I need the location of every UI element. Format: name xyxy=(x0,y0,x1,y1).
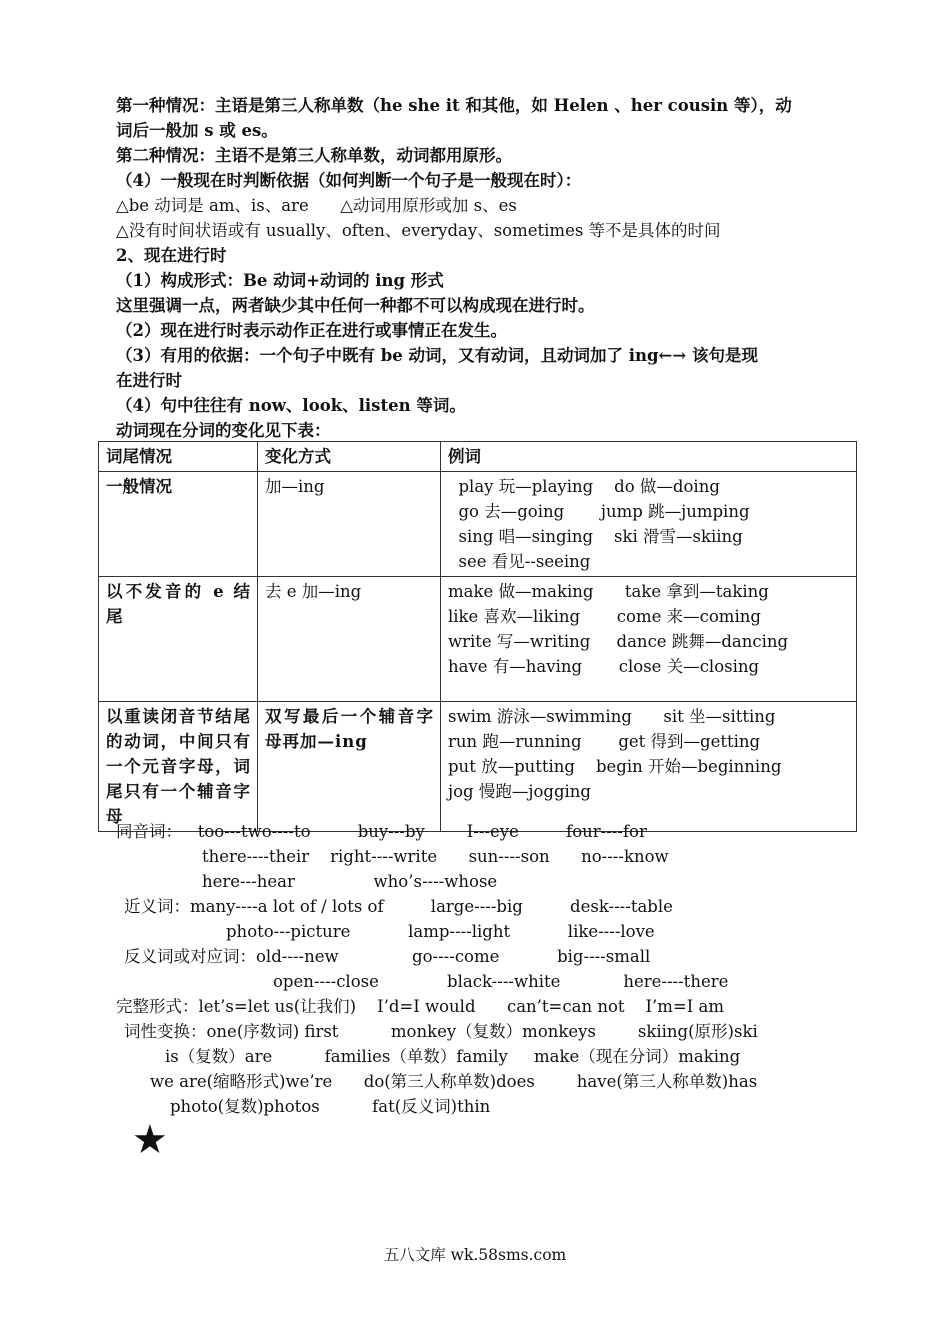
example-line: sing 唱—singing ski 滑雪—skiing xyxy=(448,527,743,546)
vocab-line: open----close black----white here----there xyxy=(273,972,729,991)
row-ending: 一般情况 xyxy=(99,472,258,577)
row-method: 加—ing xyxy=(258,472,441,577)
row-method: 去 e 加—ing xyxy=(258,577,441,702)
table-row xyxy=(99,577,857,702)
vocab-line: 同音词： too---two----to buy---by I---eye four----for xyxy=(116,822,647,841)
text-line: （2）现在进行时表示动作正在进行或事情正在发生。 xyxy=(116,321,507,340)
text-line: 动词现在分词的变化见下表： xyxy=(116,421,331,440)
text-line: （3）有用的依据：一个句子中既有 be 动词，又有动词，且动词加了 ing←→ 该句是现 xyxy=(116,346,758,365)
header-examples: 例词 xyxy=(441,442,857,472)
text-line: 2、现在进行时 xyxy=(116,246,227,265)
row-method: 双写最后一个辅音字母再加—ing xyxy=(258,702,441,832)
vocab-line: we are(缩略形式)we’re do(第三人称单数)does have(第三人称单数)has xyxy=(150,1072,758,1091)
example-line: like 喜欢—liking come 来—coming xyxy=(448,607,761,626)
example-line: run 跑—running get 得到—getting xyxy=(448,732,761,751)
text-line: 第二种情况：主语不是第三人称单数，动词都用原形。 xyxy=(116,146,512,165)
table-header-row xyxy=(99,442,857,472)
example-line: jog 慢跑—jogging xyxy=(448,782,591,801)
present-participle-table xyxy=(98,441,857,832)
vocab-line: 近义词：many----a lot of / lots of large----big desk----table xyxy=(124,897,673,916)
star-icon: ★ xyxy=(132,1117,168,1163)
vocab-line: photo---picture lamp----light like----love xyxy=(226,922,655,941)
row-ending: 以重读闭音节结尾的动词，中间只有一个元音字母，词尾只有一个辅音字母 xyxy=(99,702,258,832)
vocab-line: here---hear who’s----whose xyxy=(202,872,498,891)
example-line: go 去—going jump 跳—jumping xyxy=(448,502,750,521)
example-line: have 有—having close 关—closing xyxy=(448,657,760,676)
vocab-line: 词性变换：one(序数词) first monkey（复数）monkeys skiing(原形)ski xyxy=(124,1022,758,1041)
header-ending: 词尾情况 xyxy=(99,442,258,472)
table-row xyxy=(99,702,857,832)
text-line: （4）句中往往有 now、look、listen 等词。 xyxy=(116,396,466,415)
example-line: swim 游泳—swimming sit 坐—sitting xyxy=(448,707,776,726)
header-method: 变化方式 xyxy=(258,442,441,472)
text-line: 这里强调一点，两者缺少其中任何一种都不可以构成现在进行时。 xyxy=(116,296,595,315)
vocab-line: 完整形式：let’s=let us(让我们) I’d=I would can’t=can not I’m=I am xyxy=(116,997,724,1016)
example-line: play 玩—playing do 做—doing xyxy=(448,477,720,496)
example-line: see 看见--seeing xyxy=(448,552,591,571)
text-line: （4）一般现在时判断依据（如何判断一个句子是一般现在时）： xyxy=(116,171,582,190)
example-line: put 放—putting begin 开始—beginning xyxy=(448,757,782,776)
vocab-line: 反义词或对应词：old----new go----come big----small xyxy=(124,947,651,966)
row-ending: 以不发音的 e 结尾 xyxy=(99,577,258,702)
table-row xyxy=(99,472,857,577)
vocab-line: is（复数）are families（单数）family make（现在分词）making xyxy=(165,1047,741,1066)
text-line: 第一种情况：主语是第三人称单数（he she it 和其他，如 Helen 、her cousin 等），动 xyxy=(116,96,792,115)
text-line: 词后一般加 s 或 es。 xyxy=(116,121,278,140)
example-line: make 做—making take 拿到—taking xyxy=(448,582,769,601)
vocab-line: photo(复数)photos fat(反义词)thin xyxy=(170,1097,491,1116)
text-line: △没有时间状语或有 usually、often、everyday、sometimes 等不是具体的时间 xyxy=(116,221,721,240)
row-examples xyxy=(441,577,857,702)
row-examples xyxy=(441,472,857,577)
row-examples xyxy=(441,702,857,832)
text-line: 在进行时 xyxy=(116,371,182,390)
vocab-line: there----their right----write sun----son no----know xyxy=(202,847,669,866)
example-line: write 写—writing dance 跳舞—dancing xyxy=(448,632,789,651)
text-line: △be 动词是 am、is、are △动词用原形或加 s、es xyxy=(116,196,517,215)
text-line: （1）构成形式：Be 动词+动词的 ing 形式 xyxy=(116,271,444,290)
page-footer: 五八文库 wk.58sms.com xyxy=(383,1246,567,1264)
